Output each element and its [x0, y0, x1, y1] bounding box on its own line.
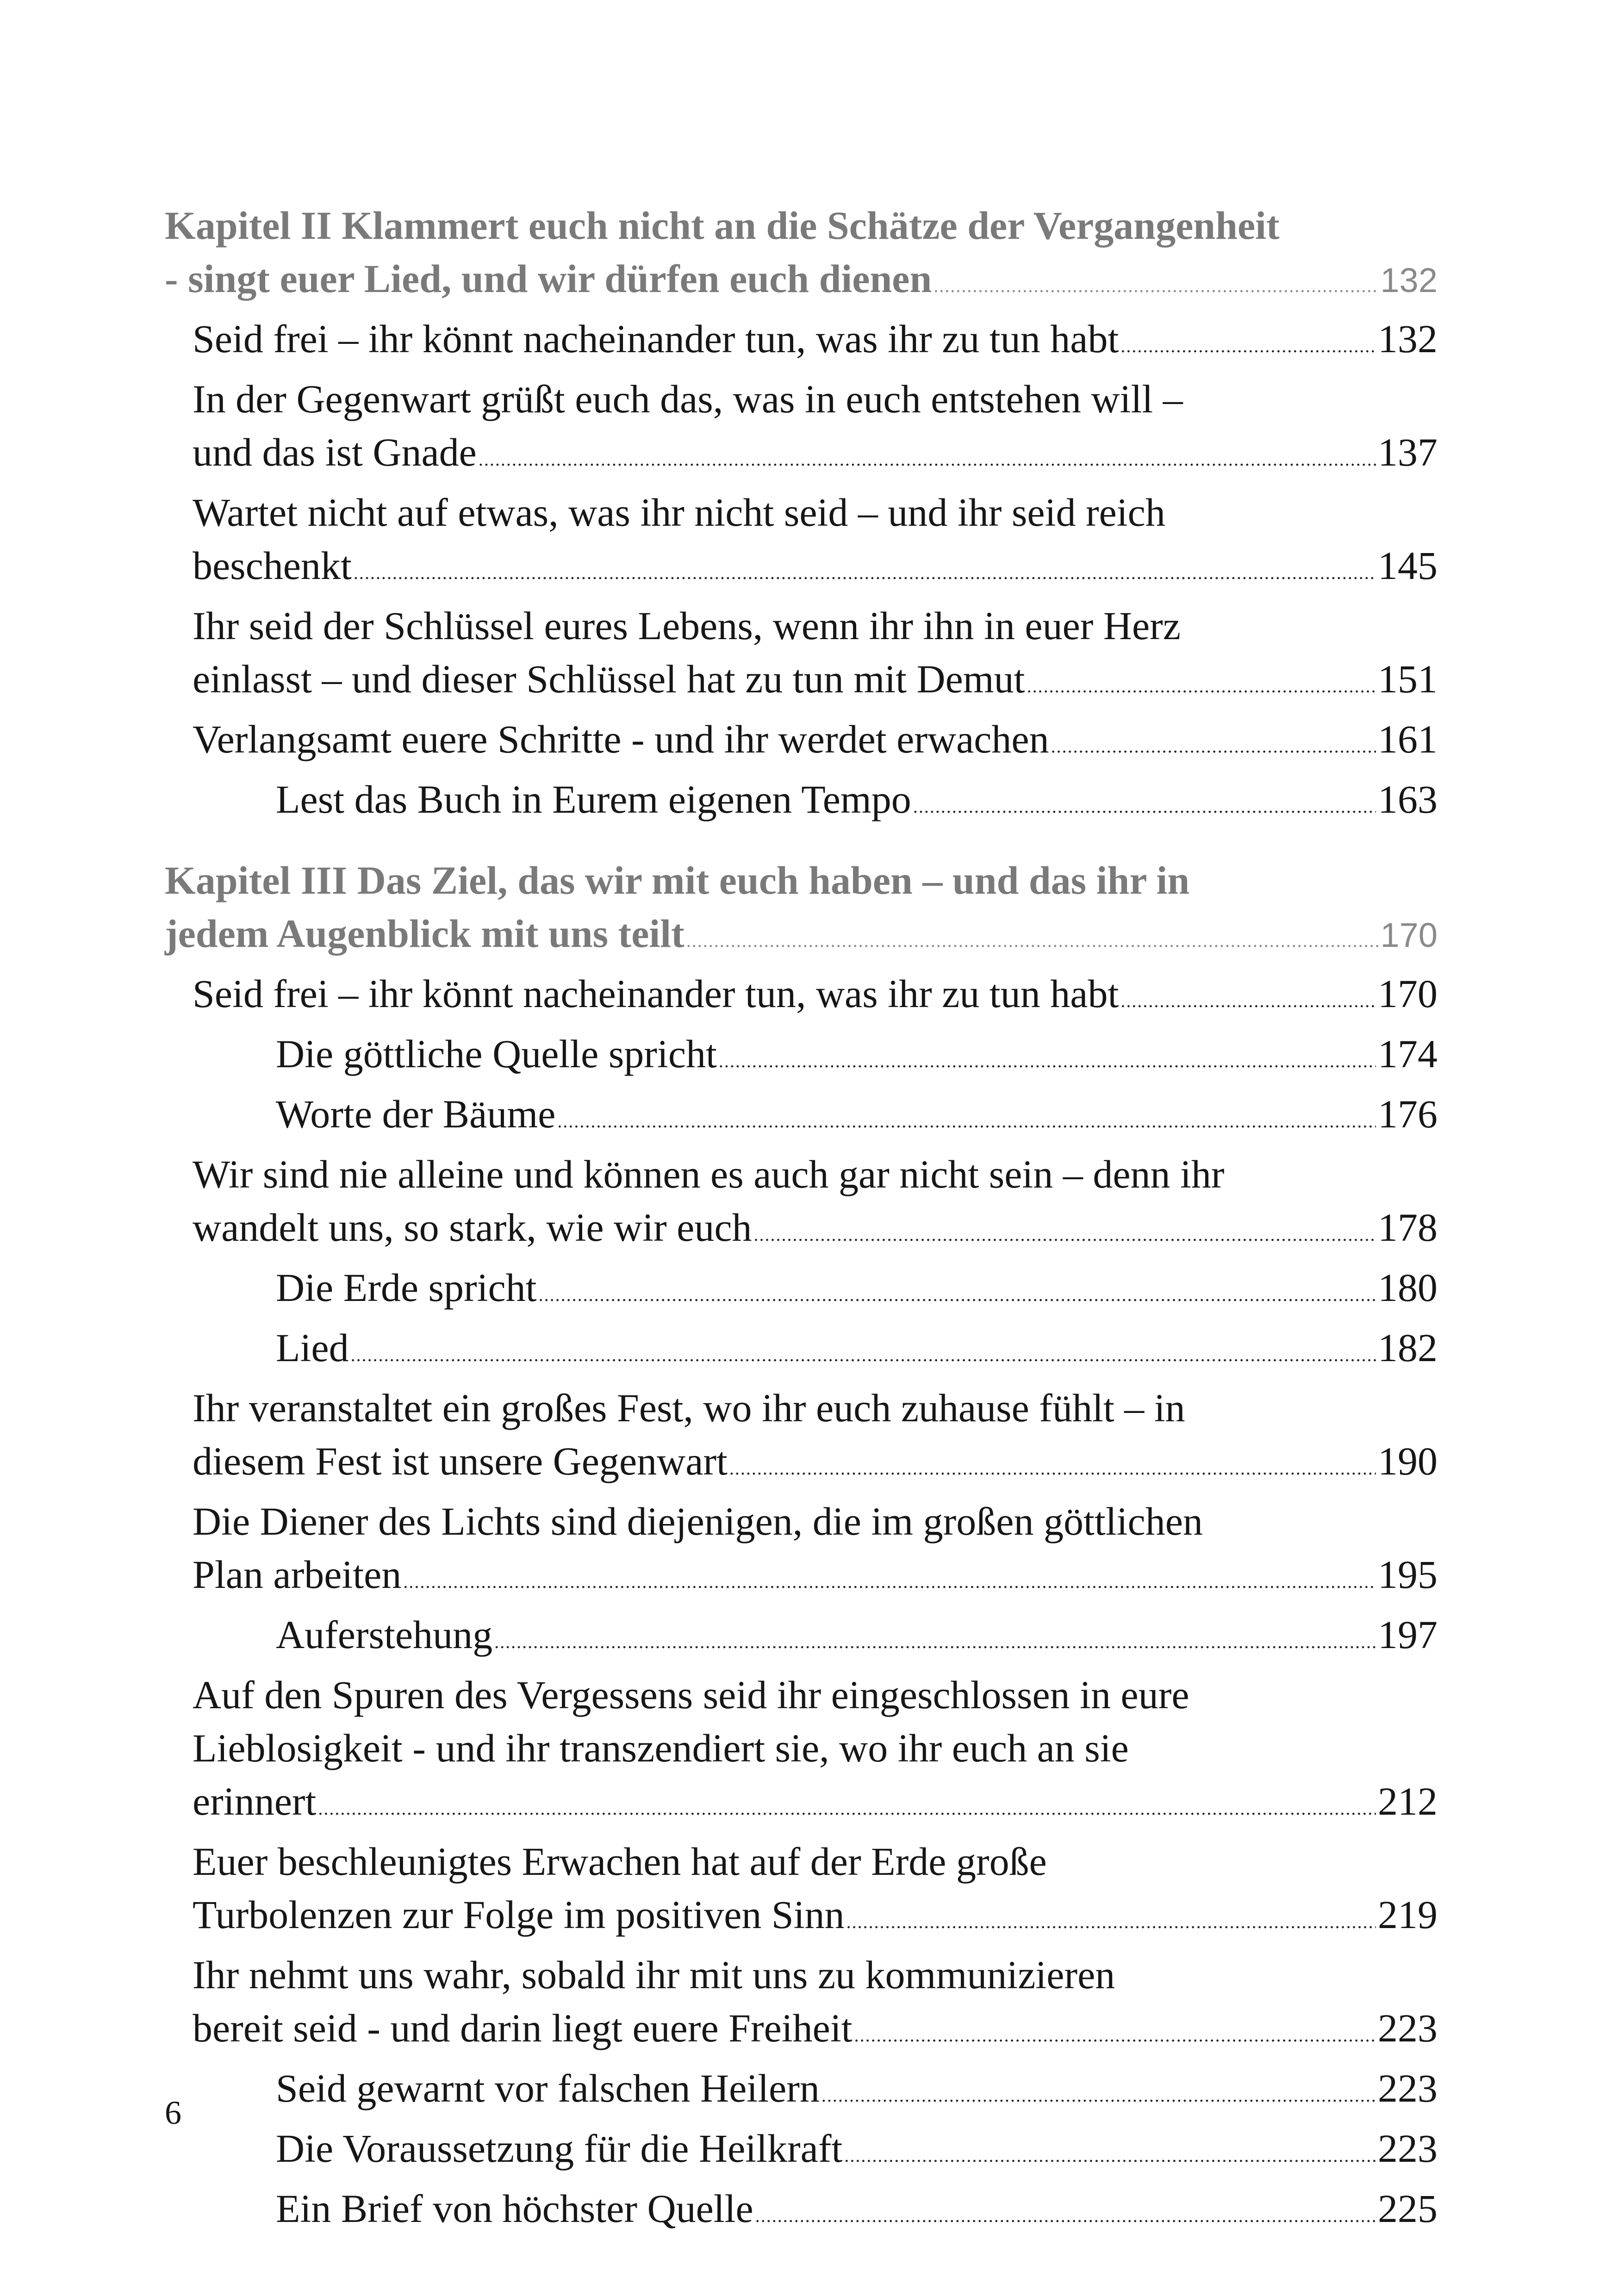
- toc-entry-title-line: Auf den Spuren des Vergessens seid ihr eingeschlossen in eure: [193, 1673, 1189, 1717]
- toc-page-number: 132: [1378, 317, 1438, 361]
- toc-entry-title-line: jedem Augenblick mit uns teilt: [165, 911, 685, 956]
- toc-entry: [193, 1148, 1438, 1261]
- toc-entry-row: [276, 1261, 1438, 1321]
- toc-entry-title-line: bereit seid - und darin liegt euere Freiheit: [193, 2006, 853, 2050]
- toc-entry: [193, 967, 1438, 1027]
- toc-entry-title-line: wandelt uns, so stark, wie wir euch: [193, 1205, 752, 1250]
- toc-entry-title-line: einlasst – und dieser Schlüssel hat zu tun mit Demut: [193, 657, 1025, 701]
- toc-entry-row: [276, 1027, 1438, 1088]
- toc-entry-title-line: In der Gegenwart grüßt euch das, was in euch entstehen will –: [193, 377, 1183, 421]
- dot-leader: [719, 1034, 1376, 1088]
- table-of-contents: [165, 199, 1438, 2242]
- toc-entry-row: [193, 1888, 1438, 1948]
- toc-page-number: 212: [1378, 1779, 1438, 1823]
- toc-page-number: 225: [1378, 2186, 1438, 2231]
- toc-entry: [193, 1668, 1438, 1835]
- toc-entry-title-line: Ein Brief von höchster Quelle: [276, 2186, 753, 2231]
- toc-page-number: 176: [1378, 1092, 1438, 1136]
- toc-entry: [193, 1381, 1438, 1495]
- toc-entry-title-line: Seid frei – ihr könnt nacheinander tun, was ihr zu tun habt: [193, 317, 1119, 361]
- dot-leader: [479, 433, 1376, 486]
- toc-entry-row: [193, 967, 1438, 1027]
- toc-page-number: 174: [1378, 1032, 1438, 1076]
- toc-entry: [276, 1027, 1438, 1088]
- dot-leader: [755, 2189, 1376, 2242]
- toc-chapter: [165, 199, 1438, 312]
- dot-leader: [1051, 720, 1376, 773]
- toc-page-number: 145: [1378, 543, 1438, 588]
- toc-entry-row: [193, 1201, 1438, 1261]
- toc-page-number: 223: [1378, 2006, 1438, 2050]
- toc-entry-title-line: Die Diener des Lichts sind diejenigen, die im großen göttlichen: [193, 1499, 1203, 1543]
- toc-entry-row: [193, 539, 1438, 599]
- toc-entry-row: [276, 2182, 1438, 2242]
- toc-entry: [193, 1495, 1438, 1608]
- toc-page-number: 132: [1380, 261, 1438, 299]
- toc-entry-row: [193, 312, 1438, 373]
- dot-leader: [913, 780, 1376, 833]
- dot-leader: [354, 546, 1376, 599]
- toc-page-number: 170: [1378, 971, 1438, 1016]
- toc-chapter: [165, 854, 1438, 967]
- toc-page-number: 170: [1380, 916, 1438, 954]
- dot-leader: [754, 1208, 1376, 1261]
- dot-leader: [846, 1895, 1376, 1948]
- dot-leader: [1120, 319, 1376, 373]
- dot-leader: [844, 2129, 1376, 2182]
- toc-page-number: 219: [1378, 1892, 1438, 1937]
- dot-leader: [821, 2069, 1376, 2122]
- toc-entry-row: [165, 252, 1438, 312]
- dot-leader: [539, 1268, 1376, 1321]
- dot-leader: [494, 1615, 1376, 1668]
- toc-entry-title-line: Worte der Bäume: [276, 1092, 556, 1136]
- toc-entry-title-line: Euer beschleunigtes Erwachen hat auf der Erde große: [193, 1839, 1047, 1884]
- dot-leader: [854, 2009, 1376, 2062]
- toc-page-number: 182: [1378, 1325, 1438, 1370]
- toc-page-number: 161: [1378, 717, 1438, 761]
- toc-entry-title-line: Wartet nicht auf etwas, was ihr nicht seid – und ihr seid reich: [193, 490, 1165, 535]
- toc-page-number: 190: [1378, 1439, 1438, 1483]
- toc-entry-row: [165, 907, 1438, 967]
- toc-entry: [276, 1321, 1438, 1381]
- page-number: 6: [165, 2094, 181, 2131]
- toc-entry: [193, 1948, 1438, 2062]
- toc-entry: [193, 1835, 1438, 1948]
- toc-entry-title-line: Plan arbeiten: [193, 1552, 402, 1597]
- toc-entry-row: [193, 1548, 1438, 1608]
- toc-entry: [193, 373, 1438, 486]
- toc-entry-row: [193, 1775, 1438, 1835]
- toc-entry: [276, 2122, 1438, 2182]
- toc-entry-title-line: Ihr nehmt uns wahr, sobald ihr mit uns zu kommunizieren: [193, 1953, 1115, 1997]
- toc-entry-title-line: Kapitel III Das Ziel, das wir mit euch haben – und das ihr in: [165, 858, 1190, 902]
- toc-page-number: 137: [1378, 430, 1438, 474]
- toc-page-number: 151: [1378, 657, 1438, 701]
- toc-page-number: 197: [1378, 1612, 1438, 1657]
- toc-page-number: 163: [1378, 777, 1438, 821]
- dot-leader: [557, 1095, 1376, 1148]
- toc-entry: [276, 2182, 1438, 2242]
- toc-entry-row: [193, 713, 1438, 773]
- toc-entry-title-line: Die Erde spricht: [276, 1265, 537, 1310]
- toc-entry-title-line: Auferstehung: [276, 1612, 493, 1657]
- toc-entry-title-line: Lieblosigkeit - und ihr transzendiert sie, wo ihr euch an sie: [193, 1726, 1129, 1770]
- toc-entry-title-line: Ihr seid der Schlüssel eures Lebens, wenn ihr ihn in euer Herz: [193, 604, 1181, 648]
- toc-entry: [276, 773, 1438, 833]
- toc-entry-title-line: Ihr veranstaltet ein großes Fest, wo ihr euch zuhause fühlt – in: [193, 1386, 1185, 1430]
- toc-entry-title-line: Seid frei – ihr könnt nacheinander tun, was ihr zu tun habt: [193, 971, 1119, 1016]
- toc-entry-title-line: erinnert: [193, 1779, 317, 1823]
- toc-entry: [193, 486, 1438, 599]
- toc-entry-title-line: Seid gewarnt vor falschen Heilern: [276, 2066, 820, 2110]
- dot-leader: [933, 259, 1378, 312]
- toc-entry: [193, 599, 1438, 713]
- toc-entry-title-line: Die Voraussetzung für die Heilkraft: [276, 2126, 843, 2171]
- toc-entry: [276, 1088, 1438, 1148]
- toc-entry-title-line: Verlangsamt euere Schritte - und ihr werdet erwachen: [193, 717, 1049, 761]
- dot-leader: [729, 1442, 1376, 1495]
- toc-entry-title-line: Kapitel II Klammert euch nicht an die Schätze der Vergangenheit: [165, 203, 1280, 248]
- toc-entry: [276, 2062, 1438, 2122]
- toc-entry: [193, 713, 1438, 773]
- toc-entry-title-line: Die göttliche Quelle spricht: [276, 1032, 717, 1076]
- toc-entry-title-line: Turbolenzen zur Folge im positiven Sinn: [193, 1892, 845, 1937]
- toc-entry-title-line: Wir sind nie alleine und können es auch gar nicht sein – denn ihr: [193, 1152, 1225, 1196]
- toc-entry-title-line: und das ist Gnade: [193, 430, 477, 474]
- toc-page-number: 223: [1378, 2126, 1438, 2171]
- toc-entry: [193, 312, 1438, 373]
- dot-leader: [686, 914, 1379, 967]
- toc-entry-row: [276, 2122, 1438, 2182]
- toc-page-number: 180: [1378, 1265, 1438, 1310]
- toc-entry-row: [193, 426, 1438, 486]
- toc-entry-row: [193, 653, 1438, 713]
- toc-page-number: 195: [1378, 1552, 1438, 1597]
- toc-entry-title-line: Lied: [276, 1325, 349, 1370]
- toc-entry-row: [276, 773, 1438, 833]
- dot-leader: [351, 1328, 1376, 1381]
- toc-entry-row: [276, 2062, 1438, 2122]
- toc-entry-row: [193, 2002, 1438, 2062]
- toc-entry: [276, 1608, 1438, 1668]
- toc-entry-title-line: - singt euer Lied, und wir dürfen euch dienen: [165, 256, 932, 301]
- toc-page-number: 223: [1378, 2066, 1438, 2110]
- dot-leader: [403, 1555, 1376, 1608]
- toc-entry-title-line: Lest das Buch in Eurem eigenen Tempo: [276, 777, 911, 821]
- toc-entry-title-line: diesem Fest ist unsere Gegenwart: [193, 1439, 728, 1483]
- toc-entry-row: [193, 1435, 1438, 1495]
- toc-entry-row: [276, 1321, 1438, 1381]
- dot-leader: [318, 1782, 1376, 1835]
- toc-entry-row: [276, 1608, 1438, 1668]
- dot-leader: [1027, 660, 1376, 713]
- dot-leader: [1120, 974, 1376, 1027]
- toc-entry: [276, 1261, 1438, 1321]
- toc-entry-title-line: beschenkt: [193, 543, 352, 588]
- toc-page-number: 178: [1378, 1205, 1438, 1250]
- toc-entry-row: [276, 1088, 1438, 1148]
